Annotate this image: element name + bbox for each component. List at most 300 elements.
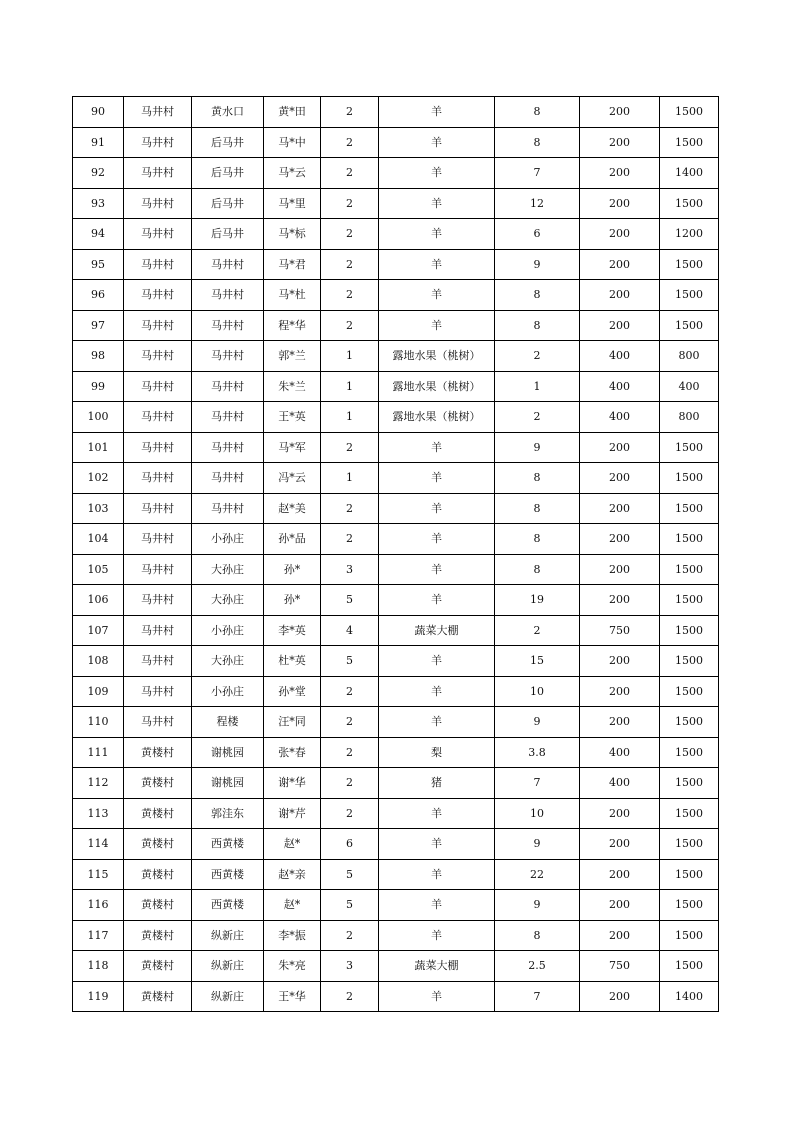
cell-row-number: 100: [73, 402, 124, 433]
cell-village: 黄楼村: [124, 768, 192, 799]
cell-hamlet: 马井村: [192, 371, 264, 402]
cell-amount: 1500: [660, 890, 719, 921]
cell-unit-value: 200: [580, 432, 660, 463]
cell-quantity: 9: [495, 829, 580, 860]
table-row: [73, 676, 719, 707]
cell-village: 马井村: [124, 371, 192, 402]
cell-quantity: 1: [495, 371, 580, 402]
cell-row-number: 105: [73, 554, 124, 585]
cell-village: 马井村: [124, 280, 192, 311]
cell-unit-value: 200: [580, 249, 660, 280]
cell-household-size: 5: [321, 890, 379, 921]
cell-project-type: 羊: [379, 554, 495, 585]
cell-household-size: 5: [321, 859, 379, 890]
cell-row-number: 107: [73, 615, 124, 646]
cell-household-size: 2: [321, 188, 379, 219]
cell-village: 马井村: [124, 554, 192, 585]
cell-person-name: 黄*田: [264, 97, 321, 128]
cell-quantity: 8: [495, 920, 580, 951]
cell-row-number: 112: [73, 768, 124, 799]
cell-project-type: 蔬菜大棚: [379, 951, 495, 982]
cell-hamlet: 后马井: [192, 219, 264, 250]
cell-quantity: 7: [495, 981, 580, 1012]
cell-unit-value: 200: [580, 920, 660, 951]
cell-household-size: 2: [321, 920, 379, 951]
cell-household-size: 3: [321, 554, 379, 585]
cell-row-number: 98: [73, 341, 124, 372]
cell-unit-value: 200: [580, 219, 660, 250]
cell-village: 黄楼村: [124, 737, 192, 768]
cell-person-name: 赵*: [264, 890, 321, 921]
cell-row-number: 96: [73, 280, 124, 311]
cell-project-type: 羊: [379, 798, 495, 829]
cell-amount: 1500: [660, 524, 719, 555]
cell-person-name: 王*华: [264, 981, 321, 1012]
cell-project-type: 露地水果（桃树）: [379, 402, 495, 433]
cell-project-type: 羊: [379, 859, 495, 890]
table-row: [73, 951, 719, 982]
cell-hamlet: 纵新庄: [192, 981, 264, 1012]
cell-hamlet: 后马井: [192, 188, 264, 219]
cell-amount: 400: [660, 371, 719, 402]
cell-row-number: 111: [73, 737, 124, 768]
cell-unit-value: 200: [580, 859, 660, 890]
cell-project-type: 羊: [379, 493, 495, 524]
cell-amount: 1500: [660, 249, 719, 280]
cell-unit-value: 400: [580, 737, 660, 768]
table-row: [73, 219, 719, 250]
cell-row-number: 91: [73, 127, 124, 158]
cell-row-number: 93: [73, 188, 124, 219]
cell-village: 马井村: [124, 158, 192, 189]
cell-quantity: 9: [495, 249, 580, 280]
cell-amount: 1500: [660, 737, 719, 768]
cell-hamlet: 大孙庄: [192, 585, 264, 616]
cell-village: 马井村: [124, 402, 192, 433]
cell-village: 黄楼村: [124, 829, 192, 860]
cell-person-name: 张*春: [264, 737, 321, 768]
cell-quantity: 12: [495, 188, 580, 219]
cell-row-number: 116: [73, 890, 124, 921]
table-body: [73, 97, 719, 1012]
cell-hamlet: 小孙庄: [192, 615, 264, 646]
cell-household-size: 2: [321, 707, 379, 738]
cell-household-size: 1: [321, 463, 379, 494]
cell-hamlet: 马井村: [192, 432, 264, 463]
cell-row-number: 102: [73, 463, 124, 494]
cell-amount: 1500: [660, 493, 719, 524]
cell-person-name: 马*里: [264, 188, 321, 219]
cell-amount: 800: [660, 402, 719, 433]
cell-person-name: 马*杜: [264, 280, 321, 311]
cell-quantity: 10: [495, 798, 580, 829]
cell-hamlet: 黄水口: [192, 97, 264, 128]
cell-project-type: 羊: [379, 463, 495, 494]
cell-project-type: 羊: [379, 310, 495, 341]
cell-row-number: 106: [73, 585, 124, 616]
table-row: [73, 341, 719, 372]
table-row: [73, 829, 719, 860]
table-row: [73, 432, 719, 463]
cell-row-number: 101: [73, 432, 124, 463]
cell-village: 马井村: [124, 188, 192, 219]
cell-project-type: 羊: [379, 188, 495, 219]
cell-amount: 1400: [660, 981, 719, 1012]
cell-household-size: 2: [321, 493, 379, 524]
cell-household-size: 1: [321, 402, 379, 433]
cell-project-type: 猪: [379, 768, 495, 799]
cell-amount: 1500: [660, 463, 719, 494]
cell-row-number: 119: [73, 981, 124, 1012]
cell-unit-value: 200: [580, 676, 660, 707]
table-row: [73, 585, 719, 616]
table-row: [73, 920, 719, 951]
cell-hamlet: 马井村: [192, 463, 264, 494]
cell-household-size: 2: [321, 249, 379, 280]
cell-village: 马井村: [124, 646, 192, 677]
table-row: [73, 707, 719, 738]
cell-unit-value: 400: [580, 768, 660, 799]
cell-household-size: 2: [321, 219, 379, 250]
cell-unit-value: 200: [580, 981, 660, 1012]
table-row: [73, 890, 719, 921]
cell-row-number: 118: [73, 951, 124, 982]
cell-amount: 1500: [660, 920, 719, 951]
table-row: [73, 371, 719, 402]
cell-household-size: 2: [321, 768, 379, 799]
cell-household-size: 3: [321, 951, 379, 982]
cell-hamlet: 后马井: [192, 127, 264, 158]
cell-row-number: 114: [73, 829, 124, 860]
cell-project-type: 羊: [379, 432, 495, 463]
cell-household-size: 2: [321, 798, 379, 829]
cell-person-name: 马*中: [264, 127, 321, 158]
cell-unit-value: 200: [580, 554, 660, 585]
cell-unit-value: 400: [580, 341, 660, 372]
table-row: [73, 615, 719, 646]
table-row: [73, 859, 719, 890]
cell-unit-value: 200: [580, 158, 660, 189]
cell-quantity: 8: [495, 524, 580, 555]
cell-row-number: 115: [73, 859, 124, 890]
cell-unit-value: 750: [580, 951, 660, 982]
cell-unit-value: 200: [580, 463, 660, 494]
cell-amount: 1500: [660, 859, 719, 890]
table-row: [73, 981, 719, 1012]
cell-amount: 1500: [660, 768, 719, 799]
cell-unit-value: 200: [580, 707, 660, 738]
cell-amount: 1500: [660, 188, 719, 219]
cell-project-type: 蔬菜大棚: [379, 615, 495, 646]
cell-quantity: 7: [495, 768, 580, 799]
cell-quantity: 9: [495, 432, 580, 463]
cell-row-number: 113: [73, 798, 124, 829]
cell-hamlet: 西黄楼: [192, 859, 264, 890]
table-row: [73, 798, 719, 829]
cell-amount: 1500: [660, 615, 719, 646]
cell-person-name: 李*振: [264, 920, 321, 951]
cell-hamlet: 马井村: [192, 493, 264, 524]
cell-unit-value: 750: [580, 615, 660, 646]
cell-quantity: 6: [495, 219, 580, 250]
cell-household-size: 2: [321, 97, 379, 128]
cell-person-name: 李*英: [264, 615, 321, 646]
cell-row-number: 109: [73, 676, 124, 707]
cell-person-name: 朱*亮: [264, 951, 321, 982]
cell-project-type: 羊: [379, 707, 495, 738]
cell-amount: 1500: [660, 432, 719, 463]
cell-quantity: 22: [495, 859, 580, 890]
cell-person-name: 冯*云: [264, 463, 321, 494]
cell-village: 黄楼村: [124, 981, 192, 1012]
cell-project-type: 羊: [379, 676, 495, 707]
cell-quantity: 8: [495, 310, 580, 341]
cell-quantity: 8: [495, 554, 580, 585]
cell-person-name: 马*云: [264, 158, 321, 189]
cell-project-type: 羊: [379, 585, 495, 616]
cell-hamlet: 大孙庄: [192, 554, 264, 585]
cell-row-number: 92: [73, 158, 124, 189]
cell-person-name: 赵*: [264, 829, 321, 860]
cell-village: 黄楼村: [124, 798, 192, 829]
cell-project-type: 羊: [379, 646, 495, 677]
cell-quantity: 7: [495, 158, 580, 189]
cell-person-name: 孙*: [264, 554, 321, 585]
cell-person-name: 谢*芹: [264, 798, 321, 829]
table-row: [73, 493, 719, 524]
cell-amount: 1500: [660, 310, 719, 341]
cell-household-size: 2: [321, 432, 379, 463]
cell-hamlet: 马井村: [192, 310, 264, 341]
cell-hamlet: 西黄楼: [192, 829, 264, 860]
cell-project-type: 羊: [379, 219, 495, 250]
cell-household-size: 5: [321, 585, 379, 616]
cell-village: 马井村: [124, 676, 192, 707]
cell-project-type: 羊: [379, 890, 495, 921]
cell-quantity: 8: [495, 127, 580, 158]
cell-hamlet: 谢桃园: [192, 737, 264, 768]
cell-amount: 1500: [660, 554, 719, 585]
cell-project-type: 露地水果（桃树）: [379, 341, 495, 372]
data-table: [72, 96, 719, 1012]
cell-household-size: 2: [321, 310, 379, 341]
cell-household-size: 2: [321, 127, 379, 158]
cell-person-name: 马*标: [264, 219, 321, 250]
cell-hamlet: 纵新庄: [192, 920, 264, 951]
cell-village: 马井村: [124, 707, 192, 738]
cell-quantity: 8: [495, 97, 580, 128]
cell-row-number: 97: [73, 310, 124, 341]
cell-village: 黄楼村: [124, 890, 192, 921]
cell-village: 马井村: [124, 432, 192, 463]
cell-quantity: 15: [495, 646, 580, 677]
cell-amount: 1500: [660, 707, 719, 738]
cell-household-size: 2: [321, 158, 379, 189]
cell-person-name: 杜*英: [264, 646, 321, 677]
cell-amount: 800: [660, 341, 719, 372]
cell-village: 马井村: [124, 249, 192, 280]
cell-quantity: 8: [495, 280, 580, 311]
cell-row-number: 90: [73, 97, 124, 128]
cell-unit-value: 200: [580, 188, 660, 219]
cell-person-name: 孙*: [264, 585, 321, 616]
cell-project-type: 羊: [379, 981, 495, 1012]
cell-household-size: 2: [321, 280, 379, 311]
cell-household-size: 2: [321, 676, 379, 707]
cell-village: 马井村: [124, 310, 192, 341]
cell-project-type: 羊: [379, 97, 495, 128]
cell-village: 马井村: [124, 493, 192, 524]
cell-person-name: 朱*兰: [264, 371, 321, 402]
cell-quantity: 8: [495, 463, 580, 494]
cell-unit-value: 200: [580, 524, 660, 555]
table-row: [73, 97, 719, 128]
cell-amount: 1500: [660, 676, 719, 707]
cell-hamlet: 小孙庄: [192, 524, 264, 555]
cell-village: 黄楼村: [124, 859, 192, 890]
cell-unit-value: 200: [580, 280, 660, 311]
table-row: [73, 402, 719, 433]
cell-row-number: 104: [73, 524, 124, 555]
cell-household-size: 4: [321, 615, 379, 646]
cell-hamlet: 谢桃园: [192, 768, 264, 799]
cell-row-number: 94: [73, 219, 124, 250]
cell-unit-value: 200: [580, 798, 660, 829]
cell-person-name: 赵*亲: [264, 859, 321, 890]
cell-row-number: 110: [73, 707, 124, 738]
table-row: [73, 310, 719, 341]
table-row: [73, 524, 719, 555]
cell-person-name: 马*君: [264, 249, 321, 280]
cell-hamlet: 大孙庄: [192, 646, 264, 677]
cell-household-size: 2: [321, 737, 379, 768]
cell-hamlet: 纵新庄: [192, 951, 264, 982]
cell-village: 马井村: [124, 615, 192, 646]
cell-row-number: 117: [73, 920, 124, 951]
cell-quantity: 19: [495, 585, 580, 616]
cell-unit-value: 200: [580, 585, 660, 616]
cell-village: 马井村: [124, 97, 192, 128]
cell-person-name: 汪*同: [264, 707, 321, 738]
cell-quantity: 2: [495, 615, 580, 646]
cell-project-type: 梨: [379, 737, 495, 768]
cell-hamlet: 马井村: [192, 402, 264, 433]
cell-household-size: 2: [321, 524, 379, 555]
cell-person-name: 马*军: [264, 432, 321, 463]
cell-village: 马井村: [124, 219, 192, 250]
cell-project-type: 羊: [379, 158, 495, 189]
cell-person-name: 王*英: [264, 402, 321, 433]
cell-person-name: 谢*华: [264, 768, 321, 799]
cell-person-name: 郭*兰: [264, 341, 321, 372]
cell-unit-value: 200: [580, 890, 660, 921]
cell-amount: 1500: [660, 127, 719, 158]
cell-person-name: 程*华: [264, 310, 321, 341]
cell-person-name: 孙*品: [264, 524, 321, 555]
table-row: [73, 554, 719, 585]
cell-project-type: 羊: [379, 249, 495, 280]
cell-row-number: 99: [73, 371, 124, 402]
table-row: [73, 768, 719, 799]
table-row: [73, 737, 719, 768]
table-row: [73, 280, 719, 311]
cell-unit-value: 200: [580, 493, 660, 524]
cell-person-name: 孙*堂: [264, 676, 321, 707]
cell-amount: 1500: [660, 585, 719, 616]
cell-project-type: 羊: [379, 920, 495, 951]
table-row: [73, 127, 719, 158]
cell-village: 马井村: [124, 341, 192, 372]
cell-village: 马井村: [124, 585, 192, 616]
cell-project-type: 羊: [379, 127, 495, 158]
cell-hamlet: 郭洼东: [192, 798, 264, 829]
cell-household-size: 1: [321, 341, 379, 372]
cell-amount: 1500: [660, 829, 719, 860]
cell-quantity: 10: [495, 676, 580, 707]
cell-quantity: 9: [495, 890, 580, 921]
table-row: [73, 158, 719, 189]
cell-household-size: 6: [321, 829, 379, 860]
cell-hamlet: 马井村: [192, 249, 264, 280]
cell-row-number: 108: [73, 646, 124, 677]
cell-household-size: 1: [321, 371, 379, 402]
table-row: [73, 463, 719, 494]
cell-quantity: 2: [495, 341, 580, 372]
cell-amount: 1500: [660, 951, 719, 982]
cell-amount: 1500: [660, 798, 719, 829]
cell-person-name: 赵*美: [264, 493, 321, 524]
cell-household-size: 5: [321, 646, 379, 677]
cell-amount: 1200: [660, 219, 719, 250]
table-row: [73, 646, 719, 677]
cell-project-type: 羊: [379, 280, 495, 311]
cell-unit-value: 200: [580, 127, 660, 158]
table-row: [73, 188, 719, 219]
cell-quantity: 2: [495, 402, 580, 433]
cell-quantity: 3.8: [495, 737, 580, 768]
cell-hamlet: 小孙庄: [192, 676, 264, 707]
cell-quantity: 2.5: [495, 951, 580, 982]
cell-row-number: 103: [73, 493, 124, 524]
cell-amount: 1500: [660, 280, 719, 311]
cell-unit-value: 400: [580, 402, 660, 433]
cell-unit-value: 200: [580, 646, 660, 677]
cell-hamlet: 后马井: [192, 158, 264, 189]
cell-household-size: 2: [321, 981, 379, 1012]
cell-hamlet: 马井村: [192, 341, 264, 372]
cell-amount: 1500: [660, 97, 719, 128]
cell-unit-value: 200: [580, 310, 660, 341]
table-row: [73, 249, 719, 280]
cell-unit-value: 200: [580, 97, 660, 128]
cell-village: 马井村: [124, 127, 192, 158]
cell-amount: 1500: [660, 646, 719, 677]
cell-project-type: 露地水果（桃树）: [379, 371, 495, 402]
cell-project-type: 羊: [379, 829, 495, 860]
cell-village: 马井村: [124, 524, 192, 555]
cell-unit-value: 400: [580, 371, 660, 402]
cell-quantity: 8: [495, 493, 580, 524]
cell-amount: 1400: [660, 158, 719, 189]
cell-village: 马井村: [124, 463, 192, 494]
cell-hamlet: 马井村: [192, 280, 264, 311]
cell-quantity: 9: [495, 707, 580, 738]
cell-unit-value: 200: [580, 829, 660, 860]
cell-hamlet: 程楼: [192, 707, 264, 738]
cell-hamlet: 西黄楼: [192, 890, 264, 921]
cell-village: 黄楼村: [124, 951, 192, 982]
cell-project-type: 羊: [379, 524, 495, 555]
